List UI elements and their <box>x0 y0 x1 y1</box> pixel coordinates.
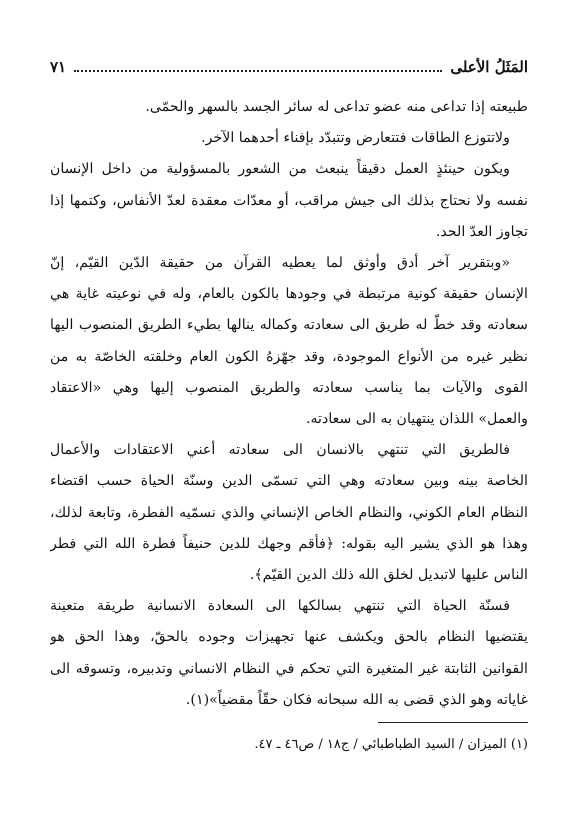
book-page <box>50 58 528 716</box>
text-line: الإنسان حقيقة كونية مرتبطة في وجودها بالكون بالعام، وله في نوعيته غاية هي <box>50 286 528 303</box>
text-line: والعمل» اللذان ينتهيان به الى سعادته. <box>305 411 528 428</box>
text-line: ويكون حينئذٍ العمل دقيقاً ينبعث من الشعور بالمسؤولية من داخل الإنسان <box>50 161 510 178</box>
text-line: الخاصة بينه وبين سعادته وهي التي تسمّى الدين وسنّة الحياة حسب اقتضاء <box>50 473 528 490</box>
footnote: (١) الميزان / السيد الطباطبائي / ج١٨ / ص٤٦ ـ ٤٧. <box>254 737 528 752</box>
text-line: فسنّة الحياة التي تنتهي بسالكها الى السعادة الانسانية طريقة متعينة <box>50 598 510 615</box>
text-line: نظير غيره من الأنواع الموجودة، وقد جهّزهُ الكون العام وخلقته الخاصّة به من <box>50 348 528 365</box>
header-dot-leader <box>74 69 442 72</box>
page-number: ٧١ <box>50 58 67 76</box>
text-line: القوانين الثابتة غير المتغيرة التي تحكم في النظام الانساني وتدبيره، وتسوقه الى <box>50 660 528 677</box>
page-header <box>50 58 528 86</box>
body-text <box>50 92 528 716</box>
text-line: غاياته وهو الذي قضى به الله سبحانه فكان حقّاً مقضياً»(١). <box>185 691 528 708</box>
text-line: «وبتقرير آخر أدق وأوثق لما يعطيه القرآن من حقيقة الدّين القيّم، إنّ <box>50 255 510 272</box>
footnote-divider <box>378 722 528 723</box>
text-line: طبيعته إذا تداعى منه عضو تداعى له سائر الجسد بالسهر والحمّى. <box>145 99 528 115</box>
text-line: ولاتتوزع الطاقات فتتعارض وتتبدّد بإفناء أحدهما الآخر. <box>201 130 510 147</box>
text-line: سعادته وقد خطّ له طريق الى سعادته وكماله ينالها بطيء الطريق المنصوب اليها <box>50 317 528 334</box>
text-line: فالطريق التي تنتهي بالانسان الى سعادته أعني الاعتقادات والأعمال <box>50 442 510 459</box>
text-line: النظام العام الكوني، والنظام الخاص الإنساني والذي نسمّيه الفطرة، وتابعة لذلك، <box>50 504 528 521</box>
text-line: تجاوز العدّ الحد. <box>435 223 528 240</box>
text-line: يقتضيها النظام بالحق ويكشف عنها تجهيزات وجوده بالحقّ، وهذا الحق هو <box>50 629 528 646</box>
text-line: وهذا هو الذي يشير اليه بقوله: ﴿فأقم وجهك للدين حنيفاً فطرة الله التي فطر <box>50 535 528 552</box>
text-line: الناس عليها لاتبديل لخلق الله ذلك الدين القيّم﴾. <box>249 567 528 584</box>
text-line: نفسه ولا نحتاج بذلك الى جيش مراقب، أو معدّات معقدة لعدّ الأنفاس، وكتمها إذا <box>50 192 528 209</box>
running-title: المَثَلُ الأعلى <box>450 58 528 76</box>
text-line: القوى والآيات بما يناسب سعادته والطريق المنصوب إليها وهي «الاعتقاد <box>50 379 528 396</box>
